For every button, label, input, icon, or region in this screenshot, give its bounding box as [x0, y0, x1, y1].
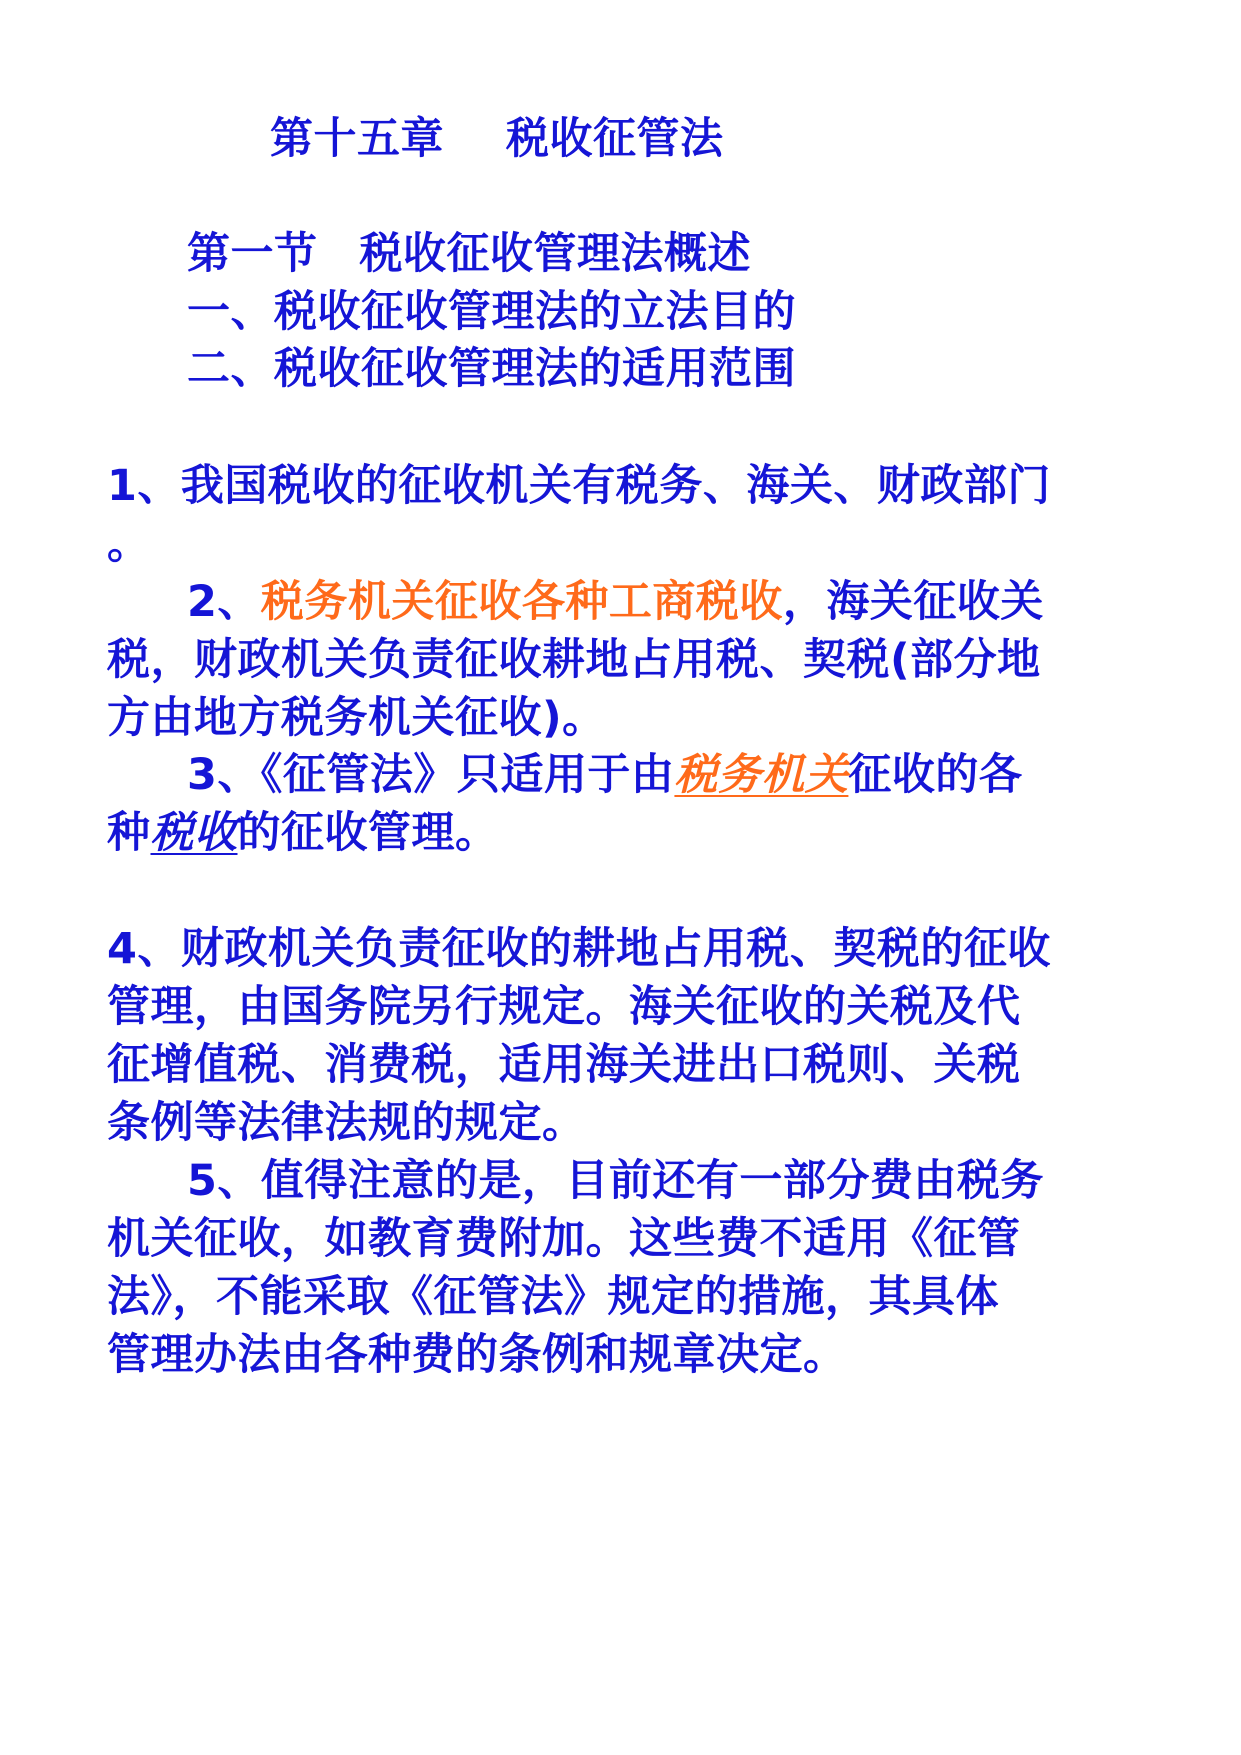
paragraph-5-line-2: 机关征收，如教育费附加。这些费不适用《征管	[107, 1214, 1021, 1264]
paragraph-2-line-2: 税，财政机关负责征收耕地占用税、契税(部分地	[107, 635, 1041, 685]
paragraph-2-highlight: 税务机关征收各种工商税收	[260, 577, 783, 627]
heading-2: 二、税收征收管理法的适用范围	[187, 344, 796, 394]
heading-1: 一、税收征收管理法的立法目的	[187, 287, 796, 337]
paragraph-2-rest: ，海关征收关	[782, 577, 1044, 627]
paragraph-3-line2-post: 的征收管理。	[237, 808, 499, 858]
section-title	[187, 225, 751, 283]
paragraph-3-pre: 3、《征管法》只适用于由	[187, 750, 675, 800]
paragraph-3-line2-pre: 种	[107, 808, 151, 858]
paragraph-1-line-2: 。	[107, 519, 151, 569]
paragraph-1-line-1: 1、我国税收的征收机关有税务、海关、财政部门	[107, 461, 1051, 511]
paragraph-3-emphasis-1: 税务机关	[674, 750, 849, 800]
paragraph-3-line-1	[187, 746, 1022, 804]
paragraph-4-line-3: 征增值税、消费税，适用海关进出口税则、关税	[107, 1040, 1021, 1090]
paragraph-5-line-4: 管理办法由各种费的条例和规章决定。	[107, 1330, 847, 1380]
paragraph-3-emphasis-2: 税收	[150, 808, 238, 858]
paragraph-4-line-1: 4、财政机关负责征收的耕地占用税、契税的征收	[107, 924, 1051, 974]
paragraph-4-line-2: 管理，由国务院另行规定。海关征收的关税及代	[107, 982, 1021, 1032]
paragraph-5-line-3: 法》，不能采取《征管法》规定的措施，其具体	[107, 1272, 999, 1322]
paragraph-2-number: 2、	[187, 577, 261, 627]
section-label: 第一节	[187, 229, 318, 279]
paragraph-4-line-4: 条例等法律法规的规定。	[107, 1098, 586, 1148]
paragraph-3-line-2	[107, 804, 499, 862]
paragraph-3-mid: 征收的各	[848, 750, 1023, 800]
chapter-name: 税收征管法	[506, 114, 724, 164]
section-name: 税收征收管理法概述	[359, 229, 751, 279]
paragraph-2-line-3: 方由地方税务机关征收)。	[107, 693, 606, 743]
paragraph-2-line-1	[187, 573, 1044, 631]
chapter-title	[270, 110, 724, 168]
chapter-number: 第十五章	[270, 114, 444, 164]
paragraph-5-line-1: 5、值得注意的是，目前还有一部分费由税务	[187, 1156, 1044, 1206]
